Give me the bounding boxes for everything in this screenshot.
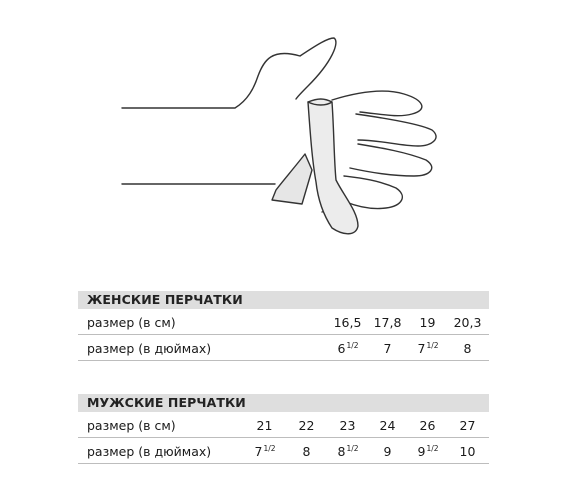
size-cell (287, 315, 327, 330)
table-row-cm (78, 412, 489, 438)
size-cell: 24 (379, 418, 396, 433)
size-cell: 16,5 (333, 315, 362, 330)
size-cell (287, 341, 327, 356)
size-cell (245, 315, 285, 330)
size-cell: 10 (459, 444, 476, 459)
table-row-inches (78, 335, 489, 361)
size-cell: $7^{1/2}$ (417, 341, 439, 356)
table-row-inches (78, 438, 489, 464)
size-cell: 8 (302, 444, 311, 459)
size-cell: 22 (298, 418, 315, 433)
size-cell: $9^{1/2}$ (417, 444, 439, 459)
size-cell: $6^{1/2}$ (337, 341, 359, 356)
size-cell: 26 (419, 418, 436, 433)
size-cell: 21 (256, 418, 273, 433)
size-cell: $7^{1/2}$ (254, 444, 276, 459)
table-row-cm (78, 309, 489, 335)
size-cell: $8^{1/2}$ (337, 444, 359, 459)
women-gloves-title: ЖЕНСКИЕ ПЕРЧАТКИ (78, 291, 489, 309)
size-cell: 8 (463, 341, 472, 356)
size-cell: 20,3 (453, 315, 482, 330)
size-cell (245, 341, 285, 356)
size-cell: 23 (339, 418, 356, 433)
size-cell: 27 (459, 418, 476, 433)
row-label-cm: размер (в см) (87, 418, 176, 433)
size-cell: 9 (383, 444, 392, 459)
row-label-cm: размер (в см) (87, 315, 176, 330)
men-gloves-size-table (78, 394, 489, 464)
size-cell: 17,8 (373, 315, 402, 330)
row-label-inches: размер (в дюймах) (87, 341, 212, 356)
size-cell: 19 (419, 315, 436, 330)
size-cell: 7 (383, 341, 392, 356)
men-gloves-title: МУЖСКИЕ ПЕРЧАТКИ (78, 394, 489, 412)
women-gloves-size-table (78, 291, 489, 361)
row-label-inches: размер (в дюймах) (87, 444, 212, 459)
